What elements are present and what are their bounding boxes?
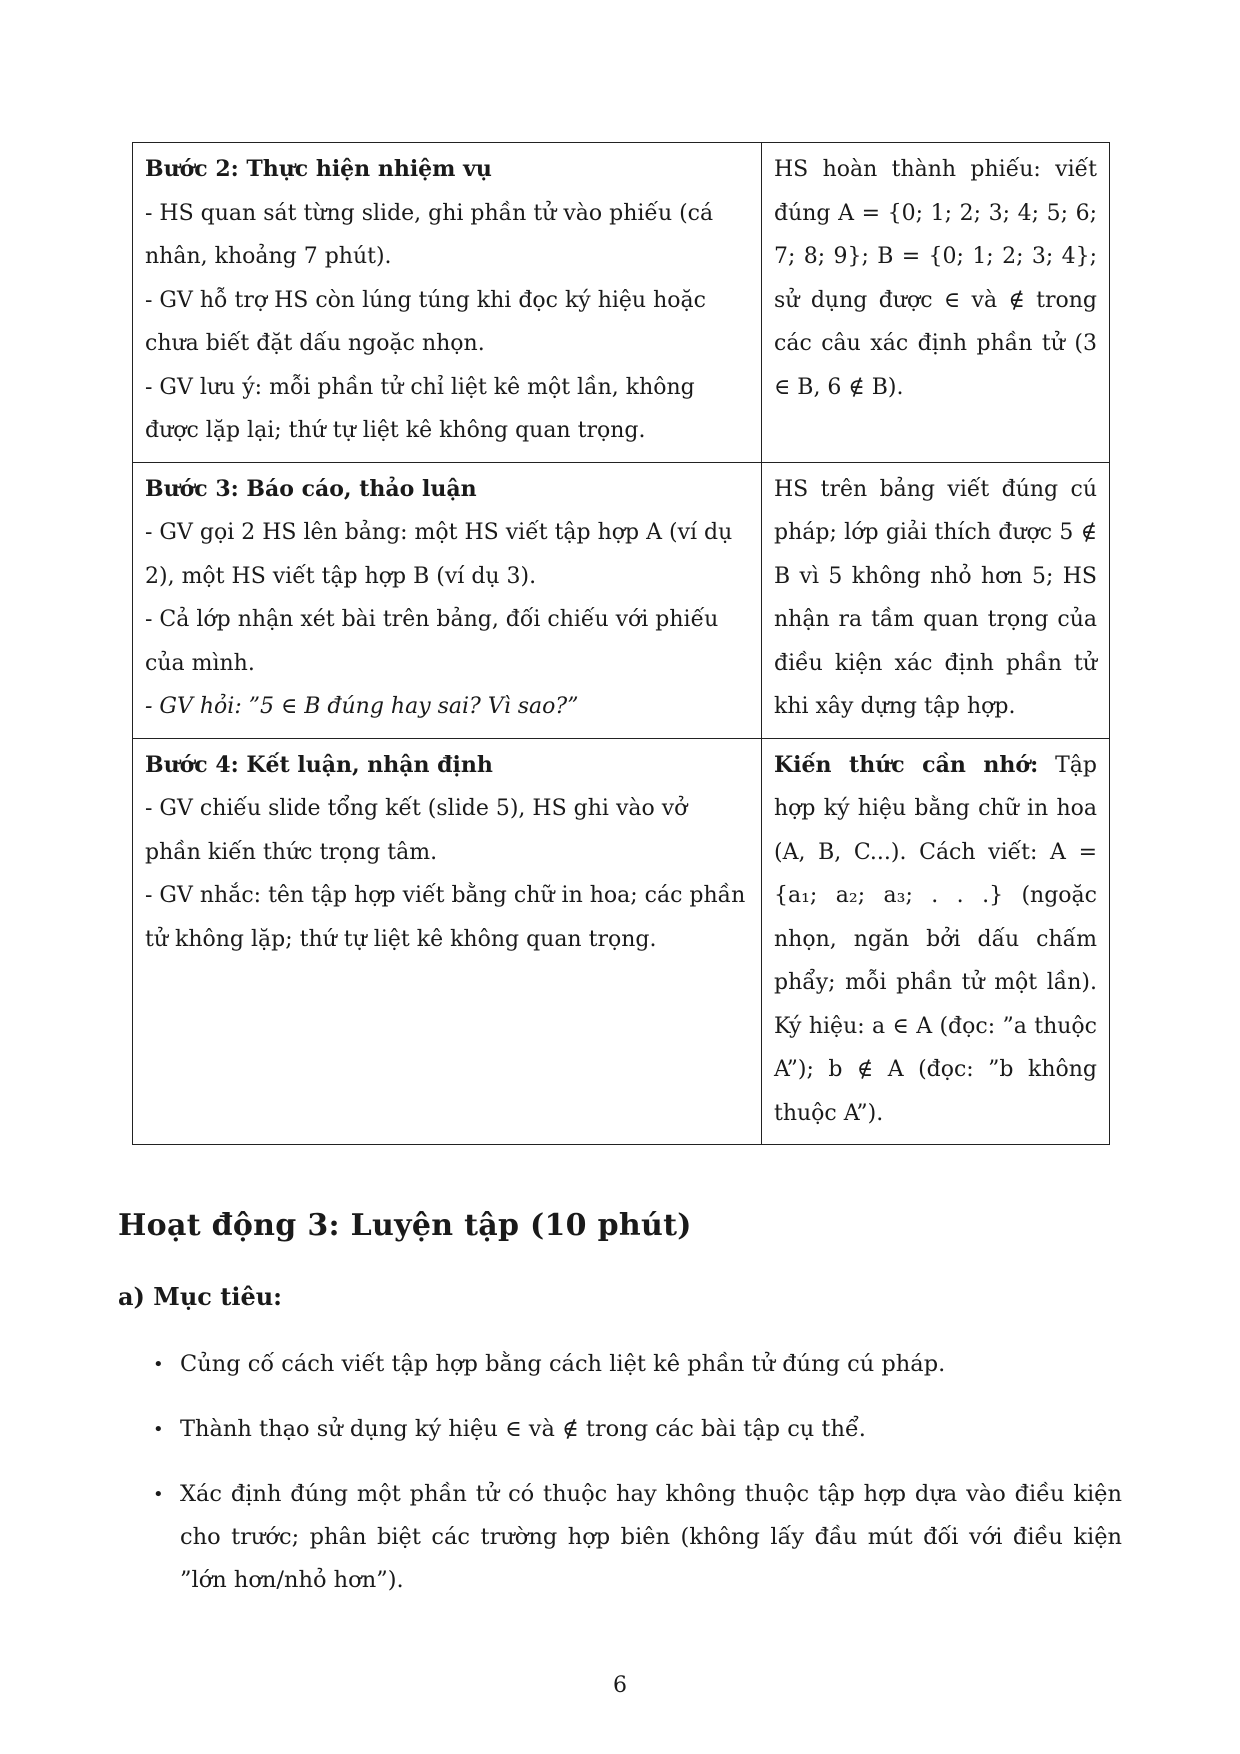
step-line: - GV nhắc: tên tập hợp viết bằng chữ in hoa; các phần tử không lặp; thứ tự liệt kê không quan trọng. bbox=[145, 883, 746, 952]
step-line-question: - GV hỏi: ”5 ∈ B đúng hay sai? Vì sao?” bbox=[145, 694, 579, 719]
table-row bbox=[133, 738, 1110, 1145]
list-item-text: Thành thạo sử dụng ký hiệu ∈ và ∉ trong các bài tập cụ thể. bbox=[180, 1416, 866, 1442]
bullet-icon: • bbox=[153, 1354, 164, 1375]
subsection-heading: a) Mục tiêu: bbox=[118, 1282, 283, 1311]
table-cell-outcome bbox=[762, 462, 1110, 738]
step-title: Bước 3: Báo cáo, thảo luận bbox=[145, 475, 477, 502]
bullet-icon: • bbox=[153, 1419, 164, 1440]
table-row bbox=[133, 143, 1110, 463]
outcome-text bbox=[774, 744, 1097, 1136]
table-row bbox=[133, 462, 1110, 738]
step-line: - GV gọi 2 HS lên bảng: một HS viết tập hợp A (ví dụ 2), một HS viết tập hợp B (ví dụ 3). bbox=[145, 520, 733, 589]
section-heading: Hoạt động 3: Luyện tập (10 phút) bbox=[118, 1208, 692, 1243]
outcome-text: HS hoàn thành phiếu: viết đúng A = {0; 1; 2; 3; 4; 5; 6; 7; 8; 9}; B = {0; 1; 2; 3; 4}; sử dụng được ∈ và ∉ trong các câu xác định phần tử (3 ∈ B, 6 ∉ B). bbox=[774, 157, 1097, 400]
list-item bbox=[118, 1343, 1122, 1386]
lesson-plan-table bbox=[132, 142, 1110, 1145]
key-knowledge-label: Kiến thức cần nhớ: bbox=[774, 751, 1039, 778]
key-knowledge-text: Tập hợp ký hiệu bằng chữ in hoa (A, B, C...). Cách viết: A = {a₁; a₂; a₃; . . .} (ngoặc nhọn, ngăn bởi dấu chấm phẩy; mỗi phần tử một lần). Ký hiệu: a ∈ A (đọc: ”a thuộc A”); b ∉ A (đọc: ”b không thuộc A”). bbox=[774, 752, 1097, 1126]
list-item bbox=[118, 1473, 1122, 1602]
table-cell-outcome bbox=[762, 738, 1110, 1145]
list-item-text: Củng cố cách viết tập hợp bằng cách liệt kê phần tử đúng cú pháp. bbox=[180, 1351, 946, 1377]
objectives-list bbox=[118, 1343, 1122, 1624]
table-cell-activity bbox=[133, 462, 762, 738]
outcome-text: HS trên bảng viết đúng cú pháp; lớp giải thích được 5 ∉ B vì 5 không nhỏ hơn 5; HS nhận ra tầm quan trọng của điều kiện xác định phần tử khi xây dựng tập hợp. bbox=[774, 476, 1097, 719]
bullet-icon: • bbox=[153, 1484, 164, 1505]
list-item-text: Xác định đúng một phần tử có thuộc hay không thuộc tập hợp dựa vào điều kiện cho trước; phân biệt các trường hợp biên (không lấy đầu mút đối với điều kiện ”lớn hơn/nhỏ hơn”). bbox=[180, 1481, 1122, 1593]
list-item bbox=[118, 1408, 1122, 1451]
step-line: - Cả lớp nhận xét bài trên bảng, đối chiếu với phiếu của mình. bbox=[145, 607, 719, 676]
step-line: - GV hỗ trợ HS còn lúng túng khi đọc ký hiệu hoặc chưa biết đặt dấu ngoặc nhọn. bbox=[145, 287, 706, 356]
step-title: Bước 2: Thực hiện nhiệm vụ bbox=[145, 156, 492, 182]
step-line: - HS quan sát từng slide, ghi phần tử vào phiếu (cá nhân, khoảng 7 phút). bbox=[145, 200, 714, 269]
table-cell-activity bbox=[133, 738, 762, 1145]
step-line: - GV chiếu slide tổng kết (slide 5), HS ghi vào vở phần kiến thức trọng tâm. bbox=[145, 796, 688, 865]
table-cell-activity bbox=[133, 143, 762, 463]
table-cell-outcome bbox=[762, 143, 1110, 463]
step-line: - GV lưu ý: mỗi phần tử chỉ liệt kê một lần, không được lặp lại; thứ tự liệt kê không quan trọng. bbox=[145, 374, 695, 443]
page-number: 6 bbox=[613, 1673, 627, 1698]
step-title: Bước 4: Kết luận, nhận định bbox=[145, 751, 493, 778]
